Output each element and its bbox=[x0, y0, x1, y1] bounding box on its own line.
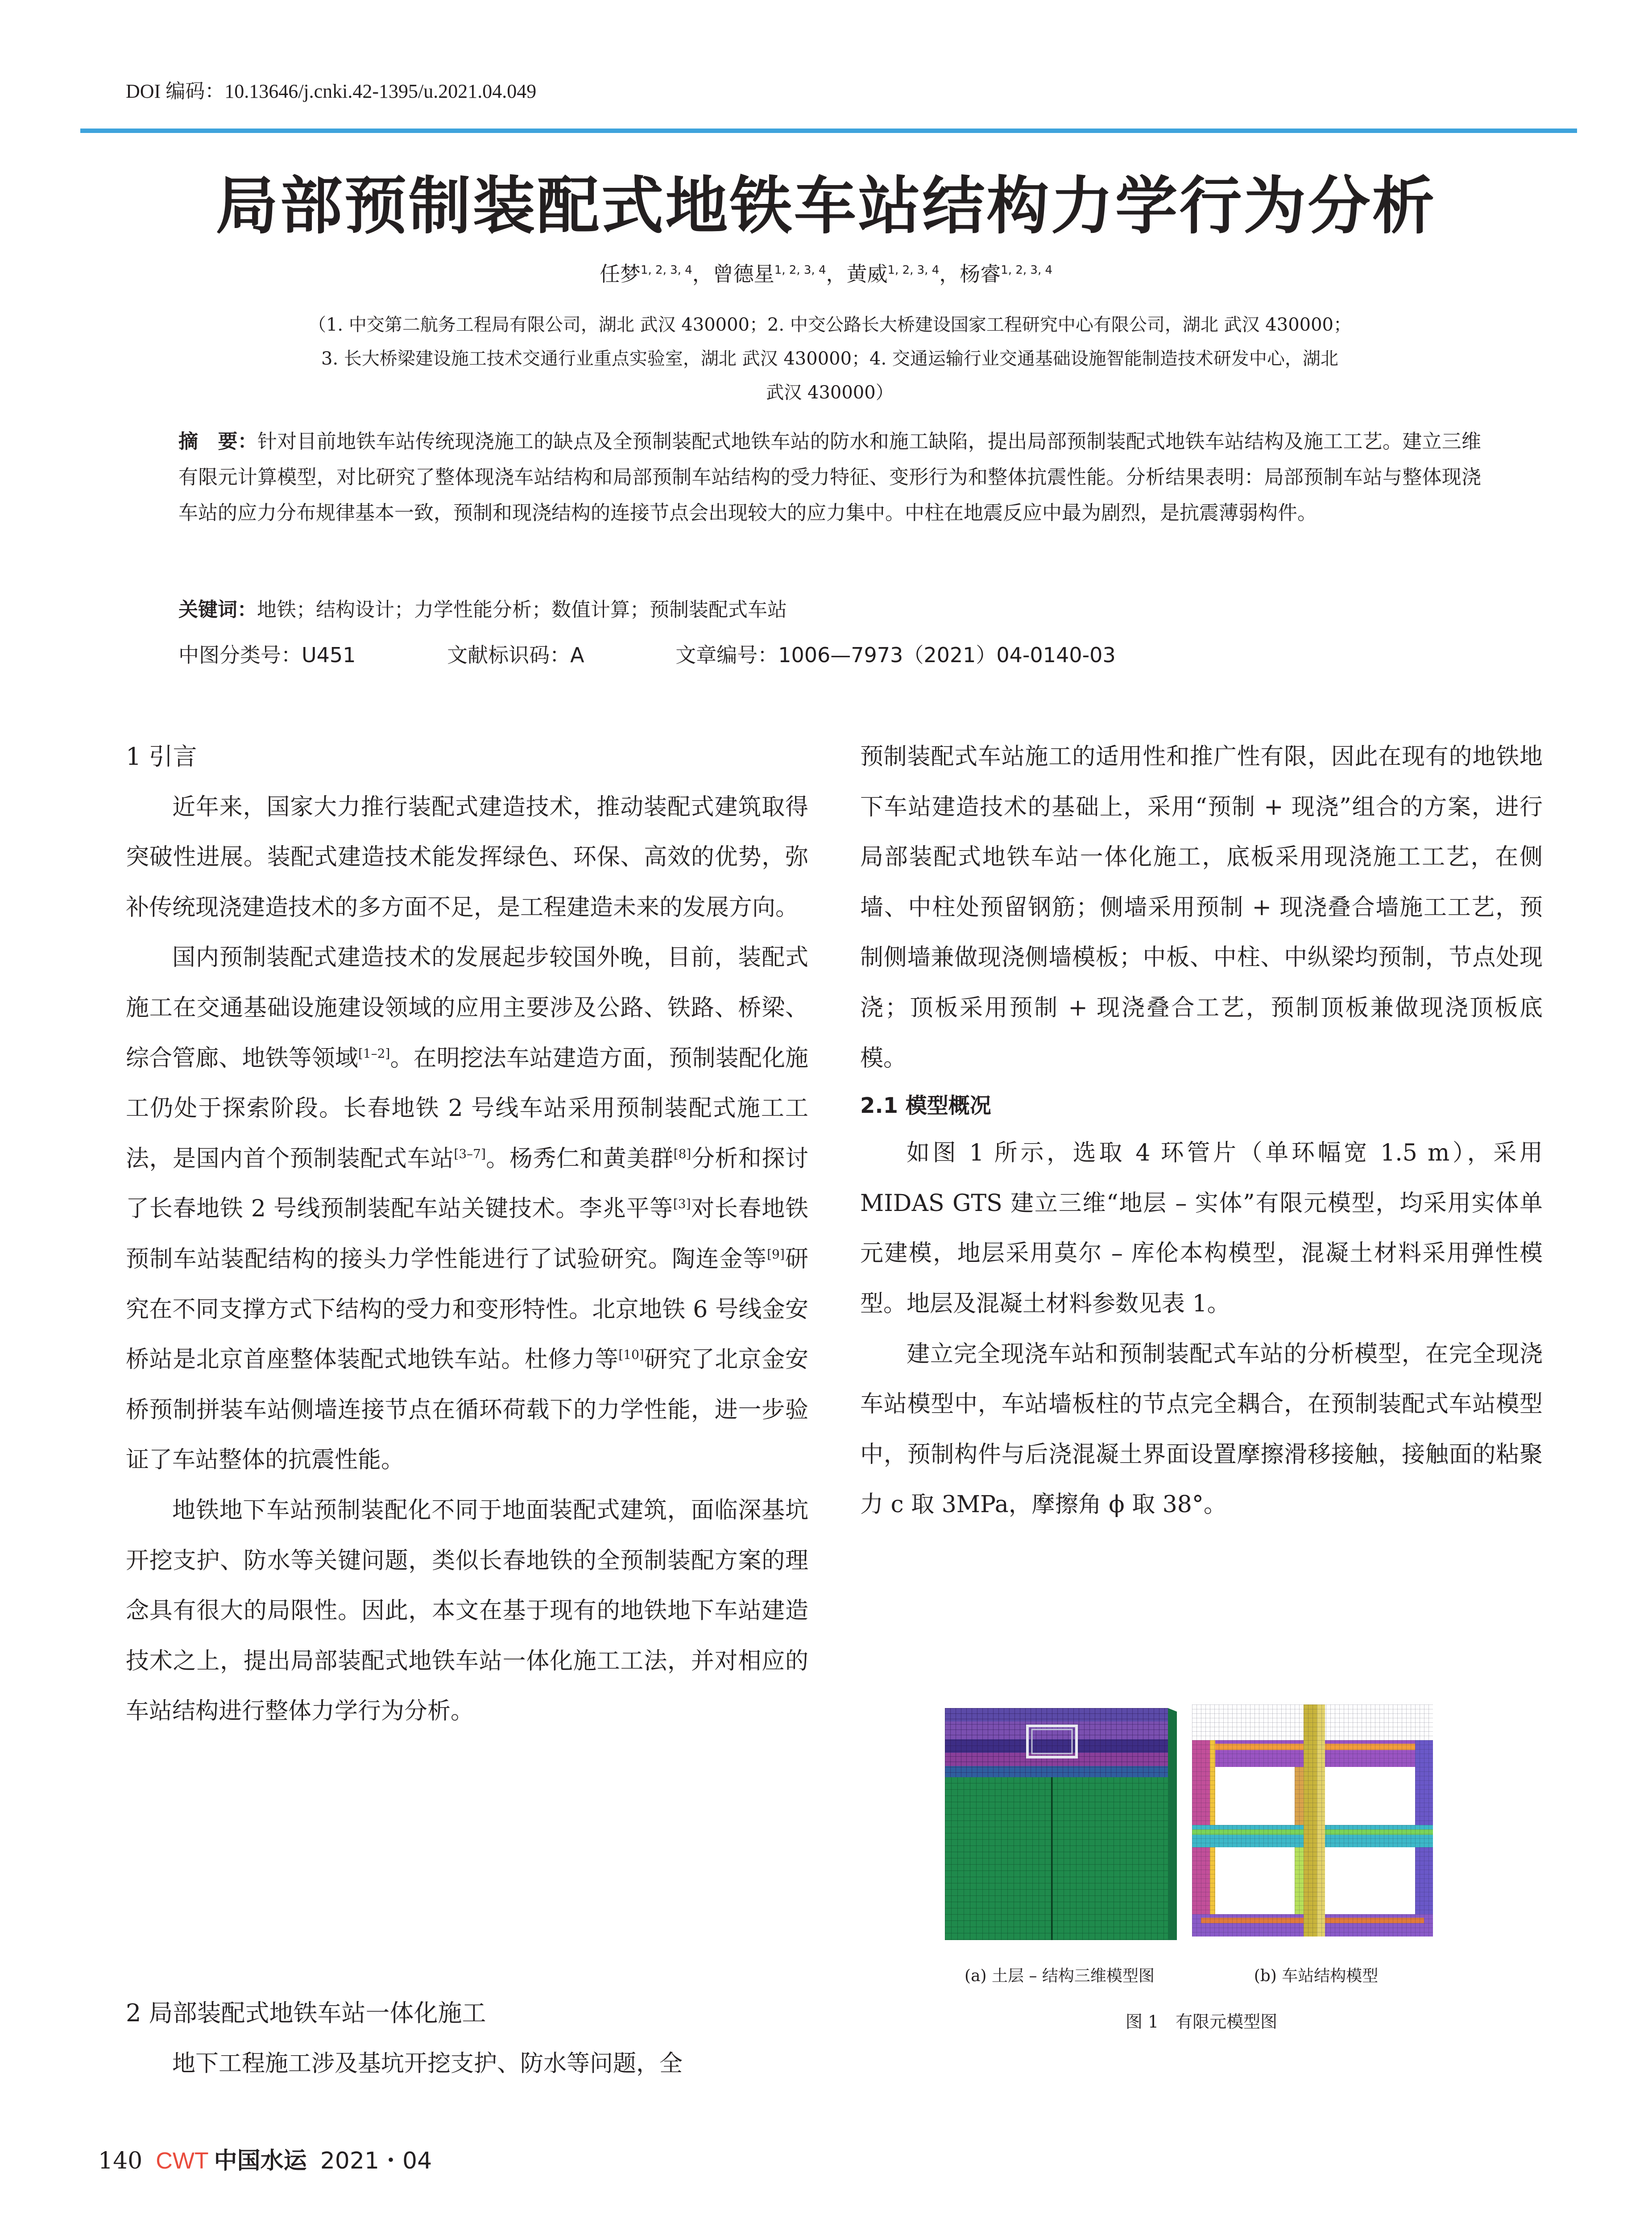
figure-caption-b: (b) 车站结构模型 bbox=[1254, 1967, 1379, 1985]
brand-logo: CWT bbox=[156, 2148, 209, 2174]
citation: [9] bbox=[767, 1247, 785, 1262]
citation: [10] bbox=[618, 1347, 644, 1362]
text-run: 国内预制装配式建造技术的发展起步较国外晚，目前，装配式施工在交通基础设施建设领域的应用主要涉及公路、铁路、桥梁、综合管廊、地铁等领域 bbox=[126, 944, 808, 1072]
text-run: 对长春地铁预制车站装配结构的接头力学性能进行了试验研究。陶连金等 bbox=[126, 1195, 808, 1273]
affiliation-line: 3. 长大桥梁建设施工技术交通行业重点实验室，湖北 武汉 430000；4. 交通运输行业交通基础设施智能制造技术研发中心，湖北 bbox=[321, 348, 1338, 369]
text-run: 研究在不同支撑方式下结构的受力和变形特性。北京地铁 6 号线金安桥站是北京首座整体装配式地铁车站。杜修力等 bbox=[126, 1245, 808, 1373]
subsection-heading: 2.1 模型概况 bbox=[860, 1093, 991, 1119]
keywords-label: 关键词： bbox=[178, 598, 257, 621]
figure-soil-model bbox=[945, 1708, 1177, 1940]
author-separator: ， bbox=[826, 262, 847, 286]
paper-title: 局部预制装配式地铁车站结构力学行为分析 bbox=[215, 170, 1437, 243]
classification-line bbox=[178, 639, 1201, 668]
keywords-text: 地铁；结构设计；力学性能分析；数值计算；预制装配式车站 bbox=[257, 598, 787, 621]
magazine-name: 中国水运 bbox=[214, 2147, 307, 2174]
body-paragraph: 如图 1 所示，选取 4 环管片（单环幅宽 1.5 m），采用 MIDAS GTS 建立三维“地层 – 实体”有限元模型，均采用实体单元建模，地层采用莫尔 – 库伦本构模型，混凝土材料采用弹性模型。地层及混凝土材料参数见表 1。 bbox=[860, 1140, 1543, 1317]
author-affil-marker: 1, 2, 3, 4 bbox=[887, 263, 940, 277]
body-paragraph: 预制装配式车站施工的适用性和推广性有限，因此在现有的地铁地下车站建造技术的基础上，采用“预制 + 现浇”组合的方案，进行局部装配式地铁车站一体化施工，底板采用现浇施工工艺，在侧墙、中柱处预留钢筋；侧墙采用预制 + 现浇叠合墙施工工艺，预制侧墙兼做现浇侧墙模板；中板、中柱、中纵梁均预制，节点处现浇；顶板采用预制 + 现浇叠合工艺，预制顶板兼做现浇顶板底模。 bbox=[860, 743, 1543, 1072]
affiliation-line: （1. 中交第二航务工程局有限公司，湖北 武汉 430000；2. 中交公路长大桥建设国家工程研究中心有限公司，湖北 武汉 430000； bbox=[308, 315, 1351, 335]
page-number: 140 bbox=[98, 2148, 143, 2174]
header-rule bbox=[80, 129, 1577, 133]
section-heading: 1 引言 bbox=[126, 742, 197, 771]
left-column bbox=[126, 732, 808, 1737]
author-separator: ， bbox=[692, 262, 713, 286]
citation: [8] bbox=[673, 1146, 691, 1161]
section-heading: 2 局部装配式地铁车站一体化施工 bbox=[126, 1999, 486, 2027]
citation: [1–2] bbox=[358, 1046, 390, 1061]
figure-caption-a: (a) 土层 – 结构三维模型图 bbox=[965, 1967, 1155, 1985]
author-affil-marker: 1, 2, 3, 4 bbox=[640, 263, 692, 277]
figure-title: 图 1 有限元模型图 bbox=[1125, 2012, 1278, 2032]
body-paragraph: 建立完全现浇车站和预制装配式车站的分析模型，在完全现浇车站模型中，车站墙板柱的节点完全耦合，在预制装配式车站模型中，预制构件与后浇混凝土界面设置摩擦滑移接触，接触面的粘聚力 c 取 3MPa，摩擦角 ϕ 取 38°。 bbox=[860, 1340, 1543, 1518]
article-number: 文章编号：1006—7973（2021）04-0140-03 bbox=[675, 643, 1116, 667]
text-run: 。在明挖法车站建造方面，预制装配化施工仍处于探索阶段。长春地铁 2 号线车站采用预制装配式施工工法，是国内首个预制装配式车站 bbox=[126, 1045, 808, 1172]
body-paragraph: 地铁地下车站预制装配化不同于地面装配式建筑，面临深基坑开挖支护、防水等关键问题，类似长春地铁的全预制装配方案的理念具有很大的局限性。因此，本文在基于现有的地铁地下车站建造技术之上，提出局部装配式地铁车站一体化施工工法，并对相应的车站结构进行整体力学行为分析。 bbox=[126, 1497, 808, 1725]
text-run: 分析和探讨了长春地铁 2 号线预制装配车站关键技术。李兆平等 bbox=[126, 1145, 808, 1223]
abstract-label: 摘 要： bbox=[178, 430, 257, 453]
issue-date: 2021・04 bbox=[320, 2148, 432, 2174]
affiliations bbox=[134, 308, 1526, 410]
author-affil-marker: 1, 2, 3, 4 bbox=[1001, 263, 1053, 277]
author-name: 曾德星 bbox=[712, 262, 774, 286]
page-footer bbox=[98, 2142, 432, 2175]
body-paragraph: 地下工程施工涉及基坑开挖支护、防水等问题，全 bbox=[172, 2050, 683, 2077]
author-separator: ， bbox=[939, 262, 960, 286]
body-paragraph: 近年来，国家大力推行装配式建造技术，推动装配式建筑取得突破性进展。装配式建造技术能发挥绿色、环保、高效的优势，弥补传统现浇建造技术的多方面不足，是工程建造未来的发展方向。 bbox=[126, 793, 808, 921]
citation: [3–7] bbox=[454, 1146, 486, 1161]
text-run: 研究了北京金安桥预制拼装车站侧墙连接节点在循环荷载下的力学性能，进一步验证了车站整体的抗震性能。 bbox=[126, 1346, 808, 1474]
right-column bbox=[860, 732, 1543, 1530]
doi-line: DOI 编码：10.13646/j.cnki.42-1395/u.2021.04.049 bbox=[126, 80, 537, 102]
body-paragraph bbox=[126, 933, 808, 1485]
citation: [3] bbox=[673, 1197, 691, 1212]
author-affil-marker: 1, 2, 3, 4 bbox=[774, 263, 826, 277]
figure-station-model bbox=[1188, 1704, 1446, 1941]
text-run: 。杨秀仁和黄美群 bbox=[485, 1145, 674, 1172]
author-name: 黄威 bbox=[846, 262, 888, 286]
author-name: 杨睿 bbox=[960, 262, 1001, 286]
document-code: 文献标识码：A bbox=[447, 643, 584, 667]
abstract bbox=[178, 424, 1481, 531]
abstract-text: 针对目前地铁车站传统现浇施工的缺点及全预制装配式地铁车站的防水和施工缺陷，提出局部预制装配式地铁车站结构及施工工艺。建立三维有限元计算模型，对比研究了整体现浇车站结构和局部预制车站结构的受力特征、变形行为和整体抗震性能。分析结果表明：局部预制车站与整体现浇车站的应力分布规律基本一致，预制和现浇结构的连接节点会出现较大的应力集中。中柱在地震反应中最为剧烈，是抗震薄弱构件。 bbox=[178, 430, 1481, 524]
author-list bbox=[0, 258, 1652, 287]
section-2-start bbox=[126, 1988, 808, 2089]
author-name: 任梦 bbox=[599, 262, 641, 286]
clc-number: 中图分类号：U451 bbox=[178, 643, 356, 667]
keywords bbox=[178, 593, 1481, 622]
affiliation-line: 武汉 430000） bbox=[766, 382, 894, 403]
